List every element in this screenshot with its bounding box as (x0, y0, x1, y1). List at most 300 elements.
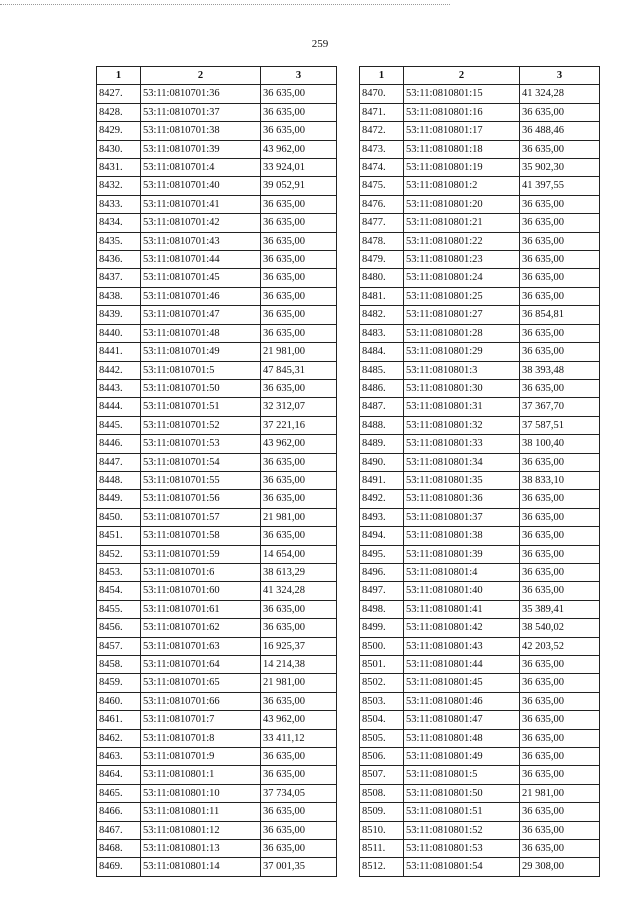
row-number: 8472. (360, 122, 404, 140)
table-row (97, 324, 337, 342)
table-row (97, 140, 337, 158)
row-number: 8437. (97, 269, 141, 287)
cadastral-value: 36 635,00 (261, 453, 337, 471)
row-number: 8495. (360, 545, 404, 563)
row-number: 8483. (360, 324, 404, 342)
cadastral-value: 29 308,00 (520, 858, 600, 876)
row-number: 8439. (97, 306, 141, 324)
cadastral-value: 38 393,48 (520, 361, 600, 379)
cadastral-value: 36 635,00 (261, 269, 337, 287)
row-number: 8433. (97, 195, 141, 213)
cadastral-number: 53:11:0810701:40 (141, 177, 261, 195)
cadastral-number: 53:11:0810701:45 (141, 269, 261, 287)
table-row (97, 637, 337, 655)
cadastral-value: 36 635,00 (520, 232, 600, 250)
row-number: 8492. (360, 490, 404, 508)
cadastral-number: 53:11:0810801:19 (404, 159, 520, 177)
cadastral-value: 36 635,00 (261, 490, 337, 508)
cadastral-value: 36 635,00 (520, 214, 600, 232)
table-row (360, 416, 600, 434)
cadastral-number: 53:11:0810801:44 (404, 656, 520, 674)
cadastral-number: 53:11:0810801:34 (404, 453, 520, 471)
cadastral-number: 53:11:0810801:5 (404, 766, 520, 784)
cadastral-value: 36 635,00 (261, 103, 337, 121)
cadastral-value: 14 654,00 (261, 545, 337, 563)
row-number: 8493. (360, 508, 404, 526)
cadastral-number: 53:11:0810701:44 (141, 251, 261, 269)
table-row (360, 269, 600, 287)
cadastral-number: 53:11:0810701:42 (141, 214, 261, 232)
cadastral-number: 53:11:0810801:40 (404, 582, 520, 600)
row-number: 8454. (97, 582, 141, 600)
table-header-row (360, 67, 600, 85)
cadastral-number: 53:11:0810801:51 (404, 803, 520, 821)
top-border-line (0, 4, 450, 5)
table-row (360, 840, 600, 858)
table-row (97, 85, 337, 103)
table-row (360, 748, 600, 766)
cadastral-number: 53:11:0810801:45 (404, 674, 520, 692)
cadastral-value: 36 635,00 (520, 674, 600, 692)
cadastral-value: 36 635,00 (520, 527, 600, 545)
cadastral-value: 36 635,00 (261, 803, 337, 821)
cadastral-value: 36 635,00 (261, 122, 337, 140)
table-row (97, 195, 337, 213)
row-number: 8511. (360, 840, 404, 858)
cadastral-number: 53:11:0810801:15 (404, 85, 520, 103)
cadastral-number: 53:11:0810701:47 (141, 306, 261, 324)
cadastral-number: 53:11:0810801:43 (404, 637, 520, 655)
cadastral-number: 53:11:0810801:3 (404, 361, 520, 379)
cadastral-number: 53:11:0810701:60 (141, 582, 261, 600)
table-row (97, 232, 337, 250)
page-number: 259 (311, 38, 329, 50)
cadastral-value: 36 635,00 (520, 748, 600, 766)
row-number: 8491. (360, 471, 404, 489)
row-number: 8471. (360, 103, 404, 121)
header-col-1: 1 (360, 67, 404, 85)
table-row (360, 490, 600, 508)
cadastral-number: 53:11:0810801:16 (404, 103, 520, 121)
table-row (360, 766, 600, 784)
cadastral-number: 53:11:0810701:49 (141, 343, 261, 361)
table-row (360, 711, 600, 729)
row-number: 8507. (360, 766, 404, 784)
table-row (360, 784, 600, 802)
table-row (360, 692, 600, 710)
table-row (97, 306, 337, 324)
row-number: 8466. (97, 803, 141, 821)
cadastral-number: 53:11:0810801:31 (404, 398, 520, 416)
cadastral-number: 53:11:0810801:35 (404, 471, 520, 489)
cadastral-number: 53:11:0810801:14 (141, 858, 261, 876)
table-row (360, 195, 600, 213)
row-number: 8500. (360, 637, 404, 655)
table-row (97, 692, 337, 710)
cadastral-value: 36 635,00 (261, 471, 337, 489)
cadastral-value: 36 635,00 (261, 527, 337, 545)
cadastral-number: 53:11:0810701:53 (141, 435, 261, 453)
row-number: 8497. (360, 582, 404, 600)
row-number: 8463. (97, 748, 141, 766)
cadastral-value: 36 635,00 (261, 766, 337, 784)
cadastral-number: 53:11:0810801:48 (404, 729, 520, 747)
cadastral-value: 36 635,00 (261, 821, 337, 839)
table-row (360, 858, 600, 876)
cadastral-number: 53:11:0810801:25 (404, 287, 520, 305)
table-row (360, 471, 600, 489)
row-number: 8502. (360, 674, 404, 692)
header-col-2: 2 (404, 67, 520, 85)
table-row (360, 122, 600, 140)
cadastral-number: 53:11:0810701:41 (141, 195, 261, 213)
cadastral-number: 53:11:0810701:57 (141, 508, 261, 526)
row-number: 8487. (360, 398, 404, 416)
table-row (97, 251, 337, 269)
header-col-3: 3 (520, 67, 600, 85)
table-row (97, 527, 337, 545)
cadastral-value: 37 221,16 (261, 416, 337, 434)
cadastral-number: 53:11:0810801:29 (404, 343, 520, 361)
cadastral-number: 53:11:0810801:28 (404, 324, 520, 342)
table-row (360, 214, 600, 232)
row-number: 8475. (360, 177, 404, 195)
cadastral-value: 16 925,37 (261, 637, 337, 655)
cadastral-number: 53:11:0810701:39 (141, 140, 261, 158)
row-number: 8478. (360, 232, 404, 250)
cadastral-value: 36 635,00 (520, 251, 600, 269)
cadastral-number: 53:11:0810701:5 (141, 361, 261, 379)
row-number: 8501. (360, 656, 404, 674)
cadastral-number: 53:11:0810701:6 (141, 563, 261, 581)
table-row (97, 379, 337, 397)
cadastral-value: 32 312,07 (261, 398, 337, 416)
table-row (360, 582, 600, 600)
table-row (97, 214, 337, 232)
cadastral-number: 53:11:0810801:33 (404, 435, 520, 453)
cadastral-number: 53:11:0810801:23 (404, 251, 520, 269)
row-number: 8453. (97, 563, 141, 581)
cadastral-value: 36 635,00 (261, 379, 337, 397)
cadastral-number: 53:11:0810801:38 (404, 527, 520, 545)
row-number: 8440. (97, 324, 141, 342)
cadastral-value: 36 635,00 (261, 306, 337, 324)
table-row (97, 159, 337, 177)
table-row (360, 232, 600, 250)
row-number: 8458. (97, 656, 141, 674)
cadastral-number: 53:11:0810701:50 (141, 379, 261, 397)
table-row (97, 858, 337, 876)
cadastral-number: 53:11:0810701:59 (141, 545, 261, 563)
row-number: 8448. (97, 471, 141, 489)
row-number: 8504. (360, 711, 404, 729)
row-number: 8455. (97, 600, 141, 618)
cadastral-value: 41 324,28 (261, 582, 337, 600)
cadastral-number: 53:11:0810801:50 (404, 784, 520, 802)
row-number: 8496. (360, 563, 404, 581)
cadastral-value: 36 635,00 (520, 269, 600, 287)
table-row (97, 711, 337, 729)
cadastral-number: 53:11:0810701:54 (141, 453, 261, 471)
header-col-1: 1 (97, 67, 141, 85)
cadastral-number: 53:11:0810801:47 (404, 711, 520, 729)
row-number: 8476. (360, 195, 404, 213)
cadastral-number: 53:11:0810801:54 (404, 858, 520, 876)
cadastral-number: 53:11:0810801:21 (404, 214, 520, 232)
table-row (360, 177, 600, 195)
cadastral-value: 38 540,02 (520, 619, 600, 637)
table-row (360, 674, 600, 692)
cadastral-value: 36 635,00 (520, 324, 600, 342)
cadastral-value: 37 734,05 (261, 784, 337, 802)
cadastral-number: 53:11:0810701:66 (141, 692, 261, 710)
cadastral-value: 37 001,35 (261, 858, 337, 876)
cadastral-number: 53:11:0810701:63 (141, 637, 261, 655)
row-number: 8505. (360, 729, 404, 747)
row-number: 8494. (360, 527, 404, 545)
row-number: 8484. (360, 343, 404, 361)
table-row (360, 656, 600, 674)
cadastral-number: 53:11:0810801:39 (404, 545, 520, 563)
row-number: 8461. (97, 711, 141, 729)
cadastral-value: 36 635,00 (520, 821, 600, 839)
table-row (360, 619, 600, 637)
cadastral-value: 36 635,00 (520, 803, 600, 821)
row-number: 8468. (97, 840, 141, 858)
row-number: 8469. (97, 858, 141, 876)
cadastral-number: 53:11:0810701:65 (141, 674, 261, 692)
cadastral-value: 36 635,00 (520, 729, 600, 747)
row-number: 8462. (97, 729, 141, 747)
table-row (360, 287, 600, 305)
row-number: 8477. (360, 214, 404, 232)
table-row (360, 508, 600, 526)
table-row (97, 545, 337, 563)
cadastral-number: 53:11:0810701:43 (141, 232, 261, 250)
table-row (97, 177, 337, 195)
row-number: 8456. (97, 619, 141, 637)
cadastral-number: 53:11:0810801:53 (404, 840, 520, 858)
table-row (97, 490, 337, 508)
cadastral-value: 36 635,00 (520, 582, 600, 600)
cadastral-number: 53:11:0810801:30 (404, 379, 520, 397)
row-number: 8438. (97, 287, 141, 305)
left-table (96, 66, 337, 877)
table-row (360, 729, 600, 747)
cadastral-value: 35 389,41 (520, 600, 600, 618)
cadastral-value: 36 635,00 (261, 600, 337, 618)
table-row (97, 840, 337, 858)
row-number: 8482. (360, 306, 404, 324)
cadastral-number: 53:11:0810701:61 (141, 600, 261, 618)
table-row (97, 748, 337, 766)
cadastral-number: 53:11:0810701:36 (141, 85, 261, 103)
cadastral-number: 53:11:0810701:4 (141, 159, 261, 177)
row-number: 8449. (97, 490, 141, 508)
table-row (97, 453, 337, 471)
table-row (97, 269, 337, 287)
row-number: 8441. (97, 343, 141, 361)
row-number: 8510. (360, 821, 404, 839)
row-number: 8508. (360, 784, 404, 802)
cadastral-value: 36 635,00 (520, 545, 600, 563)
header-col-2: 2 (141, 67, 261, 85)
table-row (97, 471, 337, 489)
cadastral-value: 36 635,00 (261, 85, 337, 103)
table-row (97, 784, 337, 802)
cadastral-number: 53:11:0810801:10 (141, 784, 261, 802)
cadastral-value: 36 854,81 (520, 306, 600, 324)
row-number: 8442. (97, 361, 141, 379)
table-row (360, 85, 600, 103)
cadastral-number: 53:11:0810801:41 (404, 600, 520, 618)
table-row (360, 527, 600, 545)
cadastral-number: 53:11:0810801:49 (404, 748, 520, 766)
row-number: 8506. (360, 748, 404, 766)
cadastral-value: 36 635,00 (520, 287, 600, 305)
cadastral-value: 36 635,00 (261, 195, 337, 213)
cadastral-number: 53:11:0810701:37 (141, 103, 261, 121)
cadastral-value: 36 635,00 (520, 343, 600, 361)
cadastral-value: 41 397,55 (520, 177, 600, 195)
cadastral-value: 36 635,00 (520, 379, 600, 397)
cadastral-number: 53:11:0810701:38 (141, 122, 261, 140)
cadastral-value: 21 981,00 (261, 508, 337, 526)
cadastral-number: 53:11:0810701:58 (141, 527, 261, 545)
cadastral-number: 53:11:0810701:7 (141, 711, 261, 729)
table-row (360, 453, 600, 471)
cadastral-value: 36 635,00 (520, 140, 600, 158)
table-header-row (97, 67, 337, 85)
cadastral-number: 53:11:0810801:17 (404, 122, 520, 140)
left-table-body (97, 85, 337, 876)
table-row (360, 435, 600, 453)
row-number: 8473. (360, 140, 404, 158)
cadastral-number: 53:11:0810801:1 (141, 766, 261, 784)
cadastral-number: 53:11:0810801:52 (404, 821, 520, 839)
table-row (97, 803, 337, 821)
right-table-body (360, 85, 600, 876)
cadastral-value: 36 635,00 (261, 324, 337, 342)
table-row (97, 361, 337, 379)
cadastral-number: 53:11:0810701:46 (141, 287, 261, 305)
row-number: 8443. (97, 379, 141, 397)
table-row (97, 508, 337, 526)
row-number: 8430. (97, 140, 141, 158)
table-row (97, 619, 337, 637)
table-row (360, 343, 600, 361)
row-number: 8503. (360, 692, 404, 710)
row-number: 8444. (97, 398, 141, 416)
cadastral-value: 42 203,52 (520, 637, 600, 655)
row-number: 8485. (360, 361, 404, 379)
cadastral-value: 41 324,28 (520, 85, 600, 103)
cadastral-value: 36 635,00 (520, 840, 600, 858)
row-number: 8459. (97, 674, 141, 692)
table-row (97, 563, 337, 581)
cadastral-value: 36 635,00 (261, 214, 337, 232)
table-row (360, 361, 600, 379)
cadastral-value: 43 962,00 (261, 140, 337, 158)
row-number: 8499. (360, 619, 404, 637)
table-row (360, 821, 600, 839)
row-number: 8470. (360, 85, 404, 103)
table-row (97, 600, 337, 618)
table-row (97, 398, 337, 416)
cadastral-number: 53:11:0810801:12 (141, 821, 261, 839)
cadastral-value: 36 635,00 (261, 232, 337, 250)
cadastral-value: 36 635,00 (520, 508, 600, 526)
table-row (360, 600, 600, 618)
row-number: 8480. (360, 269, 404, 287)
cadastral-number: 53:11:0810801:36 (404, 490, 520, 508)
cadastral-value: 36 635,00 (261, 251, 337, 269)
cadastral-number: 53:11:0810701:51 (141, 398, 261, 416)
cadastral-value: 21 981,00 (261, 674, 337, 692)
cadastral-number: 53:11:0810801:18 (404, 140, 520, 158)
table-row (97, 821, 337, 839)
table-row (360, 379, 600, 397)
cadastral-number: 53:11:0810801:13 (141, 840, 261, 858)
table-row (97, 674, 337, 692)
row-number: 8465. (97, 784, 141, 802)
row-number: 8436. (97, 251, 141, 269)
table-row (360, 140, 600, 158)
row-number: 8429. (97, 122, 141, 140)
cadastral-number: 53:11:0810701:64 (141, 656, 261, 674)
table-row (360, 251, 600, 269)
cadastral-value: 33 411,12 (261, 729, 337, 747)
row-number: 8427. (97, 85, 141, 103)
table-row (97, 416, 337, 434)
row-number: 8488. (360, 416, 404, 434)
cadastral-number: 53:11:0810801:46 (404, 692, 520, 710)
header-col-3: 3 (261, 67, 337, 85)
row-number: 8457. (97, 637, 141, 655)
cadastral-value: 47 845,31 (261, 361, 337, 379)
cadastral-value: 36 635,00 (520, 490, 600, 508)
cadastral-value: 36 635,00 (261, 748, 337, 766)
row-number: 8460. (97, 692, 141, 710)
cadastral-value: 37 367,70 (520, 398, 600, 416)
table-row (97, 122, 337, 140)
cadastral-value: 36 635,00 (520, 656, 600, 674)
cadastral-value: 14 214,38 (261, 656, 337, 674)
table-row (360, 398, 600, 416)
cadastral-value: 21 981,00 (261, 343, 337, 361)
table-row (97, 435, 337, 453)
cadastral-value: 36 635,00 (520, 563, 600, 581)
cadastral-number: 53:11:0810701:55 (141, 471, 261, 489)
cadastral-number: 53:11:0810801:11 (141, 803, 261, 821)
cadastral-value: 35 902,30 (520, 159, 600, 177)
table-row (360, 103, 600, 121)
row-number: 8428. (97, 103, 141, 121)
table-row (360, 545, 600, 563)
cadastral-value: 36 635,00 (520, 103, 600, 121)
table-row (97, 103, 337, 121)
row-number: 8467. (97, 821, 141, 839)
cadastral-number: 53:11:0810801:27 (404, 306, 520, 324)
cadastral-value: 36 488,46 (520, 122, 600, 140)
cadastral-number: 53:11:0810701:52 (141, 416, 261, 434)
table-row (97, 766, 337, 784)
row-number: 8498. (360, 600, 404, 618)
row-number: 8451. (97, 527, 141, 545)
row-number: 8474. (360, 159, 404, 177)
table-row (360, 803, 600, 821)
cadastral-value: 21 981,00 (520, 784, 600, 802)
